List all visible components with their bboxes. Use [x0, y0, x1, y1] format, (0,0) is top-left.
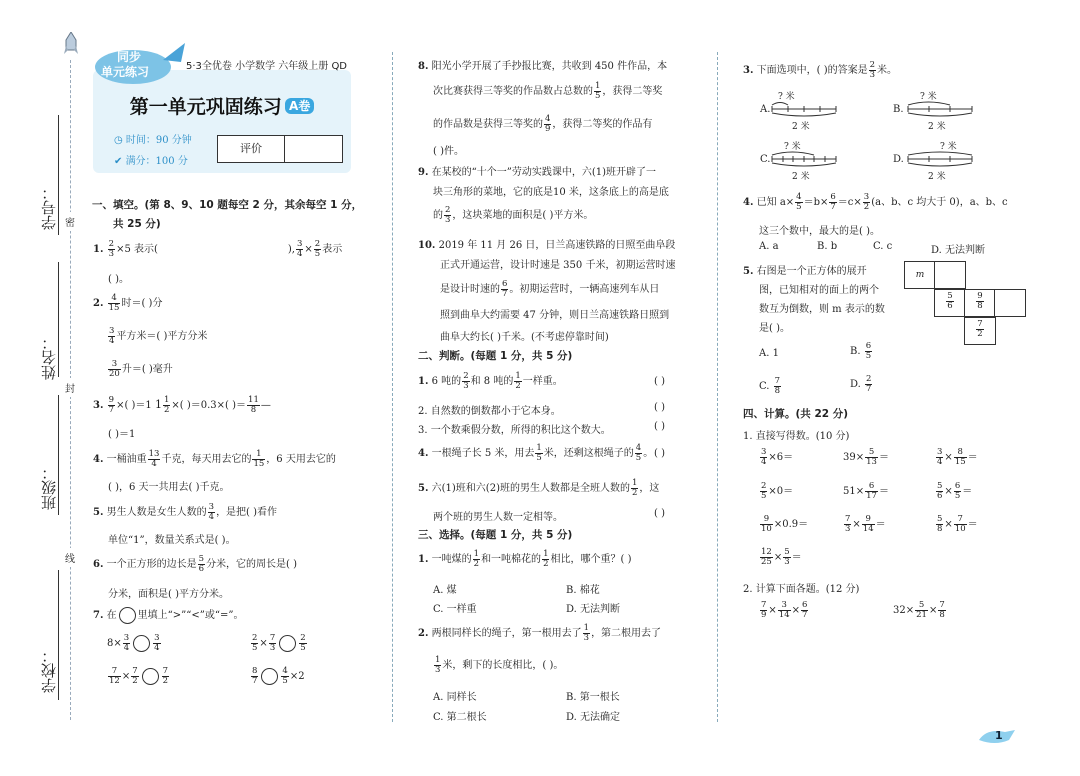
- question-10-line4: 照到曲阜大约需要 47 分钟，则日兰高速铁路日照到: [440, 310, 670, 321]
- question-5-cont[interactable]: 单位“1”，数量关系式是( )。: [108, 535, 236, 546]
- series-label: 5·3全优卷 小学数学 六年级上册 QD: [186, 61, 348, 72]
- compare-circle[interactable]: [119, 607, 136, 624]
- choice-2-option-c[interactable]: C. 第二根长: [433, 712, 487, 723]
- unit-practice-badge: [93, 40, 188, 86]
- choice-5-line2: 图，已知相对的面上的两个: [759, 285, 879, 296]
- question-7: 7. 在 里填上“>”“<”或“=”。: [93, 606, 243, 624]
- question-8-line3: 的作品数是获得三等奖的 $\frac{4}{9}$ ，获得二等奖的作品有: [433, 114, 653, 134]
- segment-diagram-d: ? 米 2 米: [906, 139, 976, 181]
- compare-2[interactable]: $\frac{2}{5}$ × $\frac{7}{3}$ $\frac{2}{5}$: [252, 633, 306, 653]
- student-id-label: 学号：: [40, 185, 58, 230]
- question-5[interactable]: 5. 男生人数是女生人数的 $\frac{3}{4}$ ，是把( )看作: [93, 502, 278, 522]
- evaluation-label: 评价: [218, 136, 285, 162]
- question-2b[interactable]: $\frac{3}{4}$ 平方米＝( )平方分米: [109, 326, 208, 346]
- choice-1-option-a[interactable]: A. 煤: [433, 585, 457, 596]
- calc-expression[interactable]: $\frac{7}{9}$ × $\frac{3}{14}$ × $\frac{6}{7}$: [761, 600, 808, 620]
- question-10-line2: 正式开通运营，设计时速是 350 千米，初期运营时速: [440, 260, 676, 271]
- compare-4[interactable]: $\frac{8}{7}$ $\frac{4}{5}$ ×2: [252, 666, 305, 686]
- segment-diagram-b: ? 米 2 米: [906, 89, 976, 131]
- choice-2-option-a[interactable]: A. 同样长: [433, 692, 477, 703]
- binding-margin: [0, 0, 80, 776]
- name-line[interactable]: [58, 262, 59, 377]
- class-label: 班级：: [40, 465, 58, 510]
- question-1-blank[interactable]: ( )。: [108, 274, 129, 285]
- calc-part-2: 2. 计算下面各题。(12 分): [743, 584, 860, 595]
- choice-5: 5. 右图是一个正方体的展开: [743, 266, 867, 277]
- choice-5-line3: 数互为倒数，则 m 表示的数: [759, 304, 885, 315]
- calc-item[interactable]: $\frac{3}{4}$ × $\frac{8}{15}$ ＝: [937, 447, 978, 467]
- question-8-line2: 次比赛获得三等奖的作品数占总数的 $\frac{1}{5}$ ，获得二等奖: [433, 81, 663, 101]
- question-10-line3: 是设计时速的 $\frac{6}{7}$ 。初期运营时，一辆高速列车从日: [440, 279, 660, 299]
- choice-4-option-a[interactable]: A. a: [759, 241, 779, 252]
- compare-circle: [279, 635, 296, 652]
- question-10: 10. 2019 年 11 月 26 日，日兰高速铁路的日照至曲阜段: [418, 240, 676, 251]
- choice-1-option-d[interactable]: D. 无法判断: [566, 604, 621, 615]
- page-title: 第一单元巩固练习: [129, 96, 282, 118]
- judge-5: 5. 六(1)班和六(2)班的男生人数都是全班人数的 $\frac{1}{2}$ ，这: [418, 478, 660, 498]
- seal-xian: 线: [65, 548, 75, 567]
- segment-diagram-c: ? 米 2 米: [770, 139, 840, 181]
- version-tag: A卷: [285, 98, 314, 114]
- choice-4-cont[interactable]: 这三个数中，最大的是( )。: [759, 226, 880, 237]
- calc-item[interactable]: $\frac{12}{25}$ × $\frac{5}{3}$ ＝: [761, 547, 802, 567]
- compare-3[interactable]: $\frac{7}{12}$ × $\frac{7}{2}$ $\frac{7}{2}$: [109, 666, 169, 686]
- choice-3-option-a[interactable]: A.: [760, 104, 771, 115]
- check-icon: ✔: [114, 156, 126, 167]
- net-face: $\frac{9}{8}$: [964, 289, 996, 317]
- calc-item[interactable]: $\frac{3}{4}$ ×6＝: [761, 447, 794, 467]
- badge-line2: 单元练习: [101, 65, 150, 79]
- question-2c[interactable]: $\frac{3}{20}$ 升＝( )毫升: [109, 359, 173, 379]
- evaluation-field[interactable]: [285, 136, 342, 162]
- judge-4-answer[interactable]: ( ): [654, 448, 665, 459]
- choice-4-option-d[interactable]: D. 无法判断: [931, 245, 986, 256]
- name-label: 姓名：: [40, 335, 58, 380]
- choice-2-option-b[interactable]: B. 第一根长: [566, 692, 620, 703]
- question-4: 4. 一桶油重 $\frac{13}{4}$ 千克，每天用去它的 $\frac{1}{15}$ ，6 天用去它的: [93, 449, 336, 469]
- compare-circle: [133, 635, 150, 652]
- compare-circle: [142, 668, 159, 685]
- time-limit: 时间：90 分钟: [125, 135, 192, 146]
- question-9: 9. 在某校的“十个一”劳动实践课中，六(1)班开辟了一: [418, 167, 657, 178]
- question-9-line3[interactable]: 的 $\frac{2}{3}$ ，这块菜地的面积是( )平方米。: [433, 205, 594, 225]
- rocket-icon: [64, 32, 78, 56]
- choice-2: 2. 两根同样长的绳子，第一根用去了 $\frac{1}{3}$ ，第二根用去了: [418, 623, 662, 643]
- judge-2-answer[interactable]: ( ): [654, 402, 665, 413]
- net-face: $\frac{7}{2}$: [964, 317, 996, 345]
- segment-diagram-a: ? 米 2 米: [770, 89, 840, 131]
- judge-5-cont: 两个班的男生人数一定相等。: [433, 512, 563, 523]
- seal-feng: 封: [65, 378, 75, 397]
- choice-5-option-d[interactable]: D. $\frac{2}{7}$: [850, 374, 872, 394]
- calc-item[interactable]: $\frac{2}{5}$ ×0＝: [761, 481, 794, 501]
- student-id-line[interactable]: [58, 115, 59, 235]
- choice-1[interactable]: 1. 一吨煤的 $\frac{1}{2}$ 和一吨棉花的 $\frac{1}{2}$ 相比，哪个重？( ): [418, 549, 632, 569]
- calc-expression[interactable]: 32× $\frac{5}{21}$ × $\frac{7}{8}$: [893, 600, 945, 620]
- question-8: 8. 阳光小学开展了手抄报比赛，共收到 450 件作品，本: [418, 61, 668, 72]
- school-label: 学校：: [40, 648, 58, 693]
- time-row: [114, 131, 192, 146]
- question-3[interactable]: 3. $\frac{9}{7}$ ×( )＝1 1 $\frac{1}{2}$ ×( )＝0.3×( )＝ $\frac{11}{8}$ —: [93, 395, 271, 415]
- choice-2-option-d[interactable]: D. 无法确定: [566, 712, 621, 723]
- choice-1-option-b[interactable]: B. 棉花: [566, 585, 600, 596]
- section2-heading: 二、判断。(每题 1 分，共 5 分): [418, 350, 573, 362]
- judge-3: 3. 一个数乘假分数，所得的积比这个数大。: [418, 425, 611, 436]
- question-10-line5[interactable]: 曲阜大约长( )千米。(不考虑停靠时间): [440, 332, 609, 343]
- question-4-cont[interactable]: ( )，6 天一共用去( )千克。: [108, 482, 230, 493]
- badge-line1: 同步: [117, 50, 142, 64]
- net-face-m: m: [904, 261, 936, 289]
- clock-icon: ◷: [114, 135, 126, 146]
- net-face: [934, 261, 966, 289]
- choice-1-option-c[interactable]: C. 一样重: [433, 604, 477, 615]
- judge-4: 4. 一根绳子长 5 米，用去 $\frac{1}{5}$ 米，还剩这根绳子的 $\frac{4}{5}$ 。: [418, 443, 654, 463]
- calc-item[interactable]: $\frac{5}{8}$ × $\frac{7}{10}$ ＝: [937, 514, 978, 534]
- full-score: 满分：100 分: [125, 156, 188, 167]
- seal-mi: 密: [65, 212, 75, 231]
- section1-heading-cont: 共 25 分): [113, 218, 161, 230]
- question-6[interactable]: 6. 一个正方形的边长是 $\frac{5}{6}$ 分米，它的周长是( ): [93, 554, 298, 574]
- choice-3: 3. 下面选项中，( )的答案是 $\frac{2}{3}$ 米。: [743, 60, 898, 80]
- evaluation-box: [217, 135, 343, 163]
- choice-5-option-c[interactable]: C. $\frac{7}{8}$: [759, 376, 781, 396]
- calc-item[interactable]: $\frac{7}{3}$ × $\frac{9}{14}$ ＝: [845, 514, 886, 534]
- school-line[interactable]: [58, 570, 59, 700]
- choice-3-option-b[interactable]: B.: [893, 104, 904, 115]
- page-number-badge: [975, 726, 1017, 746]
- judge-3-answer[interactable]: ( ): [654, 421, 665, 432]
- compare-circle: [261, 668, 278, 685]
- calc-item[interactable]: $\frac{9}{10}$ ×0.9＝: [761, 514, 809, 534]
- choice-2-cont[interactable]: $\frac{1}{3}$ 米，剩下的长度相比，( )。: [435, 655, 564, 675]
- question-9-line2: 块三角形的菜地，它的底是10 米，这条底上的高是底: [433, 187, 669, 198]
- choice-4-option-c[interactable]: C. c: [873, 241, 893, 252]
- choice-5-option-b[interactable]: B. $\frac{6}{5}$: [850, 341, 872, 361]
- calc-item[interactable]: 51× $\frac{6}{17}$ ＝: [843, 481, 889, 501]
- calc-item[interactable]: 39× $\frac{5}{13}$ ＝: [843, 447, 889, 467]
- section1-heading: 一、填空。(第 8、9、10 题每空 2 分，其余每空 1 分，: [92, 199, 363, 211]
- judge-2: 2. 自然数的倒数都小于它本身。: [418, 406, 561, 417]
- compare-1[interactable]: 8× $\frac{3}{4}$ $\frac{3}{4}$: [107, 633, 160, 653]
- page-title-wrap: [93, 92, 351, 119]
- cube-net-diagram: [904, 261, 1024, 351]
- question-6-cont[interactable]: 分米，面积是( )平方分米。: [108, 589, 229, 600]
- question-3-cont[interactable]: ( )＝1: [108, 429, 136, 440]
- choice-5-option-a[interactable]: A. 1: [759, 348, 779, 359]
- choice-3-option-c[interactable]: C.: [760, 154, 771, 165]
- column-divider-2: [717, 52, 718, 722]
- question-2a[interactable]: 2. $\frac{4}{15}$ 时＝( )分: [93, 293, 163, 313]
- choice-3-option-d[interactable]: D.: [893, 154, 904, 165]
- class-line[interactable]: [58, 395, 59, 515]
- column-divider-1: [392, 52, 393, 722]
- calc-part-1: 1. 直接写得数。(10 分): [743, 431, 850, 442]
- net-face: $\frac{5}{6}$: [934, 289, 966, 317]
- judge-1: 1. 6 吨的 $\frac{2}{3}$ 和 8 吨的 $\frac{1}{2}$ 一样重。: [418, 371, 563, 391]
- calc-item[interactable]: $\frac{5}{6}$ × $\frac{6}{5}$ ＝: [937, 481, 973, 501]
- choice-5-line4[interactable]: 是( )。: [759, 323, 790, 334]
- choice-4-option-b[interactable]: B. b: [817, 241, 838, 252]
- section3-heading: 三、选择。(每题 1 分，共 5 分): [418, 529, 573, 541]
- question-8-blank[interactable]: ( )件。: [433, 146, 464, 157]
- section4-heading: 四、计算。(共 22 分): [743, 408, 849, 420]
- question-1: 1. $\frac{2}{3}$ ×5 表示( ), $\frac{3}{4}$ × $\frac{2}{5}$ 表示: [93, 239, 343, 259]
- fraction: $\frac{2}{3}$: [108, 239, 115, 259]
- page-number: 1: [995, 729, 1003, 742]
- net-face: [994, 289, 1026, 317]
- judge-1-answer[interactable]: ( ): [654, 376, 665, 387]
- judge-5-answer[interactable]: ( ): [654, 508, 665, 519]
- score-row: [114, 152, 188, 167]
- choice-4: 4. 已知 a× $\frac{4}{5}$ ＝b× $\frac{6}{7}$ ＝c× $\frac{3}{2}$ (a、b、c 均大于 0)，a、b、c: [743, 192, 1008, 212]
